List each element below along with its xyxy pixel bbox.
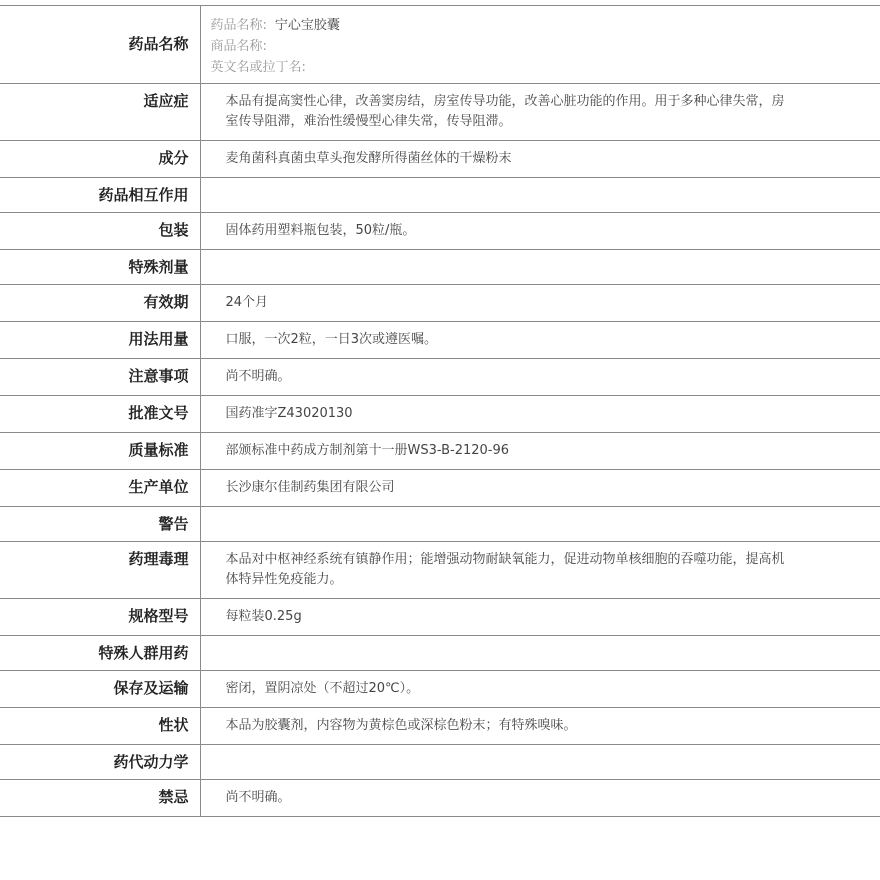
table-row	[0, 396, 880, 433]
table-row	[0, 470, 880, 507]
row-value: 本品为胶囊剂，内容物为黄棕色或深棕色粉末；有特殊嗅味。	[200, 708, 880, 745]
row-value: 部颁标准中药成方制剂第十一册WS3-B-2120-96	[200, 433, 880, 470]
table-row	[0, 178, 880, 213]
row-label: 规格型号	[0, 599, 200, 636]
table-row	[0, 599, 880, 636]
table-row	[0, 507, 880, 542]
english-name-label: 英文名或拉丁名:	[210, 60, 306, 75]
row-label: 药品名称	[0, 6, 200, 84]
row-value	[200, 636, 880, 671]
row-value: 尚不明确。	[200, 780, 880, 817]
drug-info-sheet	[0, 5, 880, 817]
row-value: 本品有提高窦性心律，改善窦房结，房室传导功能，改善心脏功能的作用。用于多种心律失常，房室传导阻滞，难治性缓慢型心律失常，传导阻滞。	[200, 84, 880, 141]
row-label: 包装	[0, 213, 200, 250]
row-value	[200, 507, 880, 542]
name-values	[200, 6, 880, 84]
row-label: 禁忌	[0, 780, 200, 817]
row-label: 特殊人群用药	[0, 636, 200, 671]
table-row	[0, 745, 880, 780]
table-row	[0, 708, 880, 745]
english-name-line	[211, 57, 871, 78]
table-row	[0, 671, 880, 708]
trade-name-line	[211, 36, 871, 57]
row-label: 质量标准	[0, 433, 200, 470]
table-row	[0, 433, 880, 470]
row-label: 成分	[0, 141, 200, 178]
row-label: 药理毒理	[0, 542, 200, 599]
table-row	[0, 636, 880, 671]
table-row	[0, 780, 880, 817]
row-value: 密闭，置阴凉处（不超过20℃）。	[200, 671, 880, 708]
row-label: 保存及运输	[0, 671, 200, 708]
row-value	[200, 745, 880, 780]
table-row	[0, 322, 880, 359]
row-label: 有效期	[0, 285, 200, 322]
row-value: 长沙康尔佳制药集团有限公司	[200, 470, 880, 507]
table-row	[0, 213, 880, 250]
row-value: 每粒装0.25g	[200, 599, 880, 636]
row-label: 药品相互作用	[0, 178, 200, 213]
row-label: 适应症	[0, 84, 200, 141]
table-row	[0, 250, 880, 285]
row-label: 警告	[0, 507, 200, 542]
row-label: 药代动力学	[0, 745, 200, 780]
row-label: 批准文号	[0, 396, 200, 433]
row-value: 尚不明确。	[200, 359, 880, 396]
drug-info-table	[0, 5, 880, 817]
trade-name-label: 商品名称:	[210, 39, 267, 54]
drug-name-label: 药品名称:	[210, 18, 267, 33]
row-label: 注意事项	[0, 359, 200, 396]
table-row	[0, 84, 880, 141]
drug-name-value: 宁心宝胶囊	[274, 18, 340, 33]
row-value: 口服，一次2粒，一日3次或遵医嘱。	[200, 322, 880, 359]
table-row	[0, 359, 880, 396]
row-label: 生产单位	[0, 470, 200, 507]
table-row	[0, 285, 880, 322]
row-value	[200, 178, 880, 213]
table-row	[0, 542, 880, 599]
row-value: 本品对中枢神经系统有镇静作用；能增强动物耐缺氧能力，促进动物单核细胞的吞噬功能，提高机体特异性免疫能力。	[200, 542, 880, 599]
row-label: 性状	[0, 708, 200, 745]
row-value: 麦角菌科真菌虫草头孢发酵所得菌丝体的干燥粉末	[200, 141, 880, 178]
row-drug-name	[0, 6, 880, 84]
drug-name-line	[211, 15, 871, 36]
row-label: 用法用量	[0, 322, 200, 359]
table-row	[0, 141, 880, 178]
row-value: 固体药用塑料瓶包装，50粒/瓶。	[200, 213, 880, 250]
row-label: 特殊剂量	[0, 250, 200, 285]
row-value: 24个月	[200, 285, 880, 322]
row-value: 国药准字Z43020130	[200, 396, 880, 433]
row-value	[200, 250, 880, 285]
